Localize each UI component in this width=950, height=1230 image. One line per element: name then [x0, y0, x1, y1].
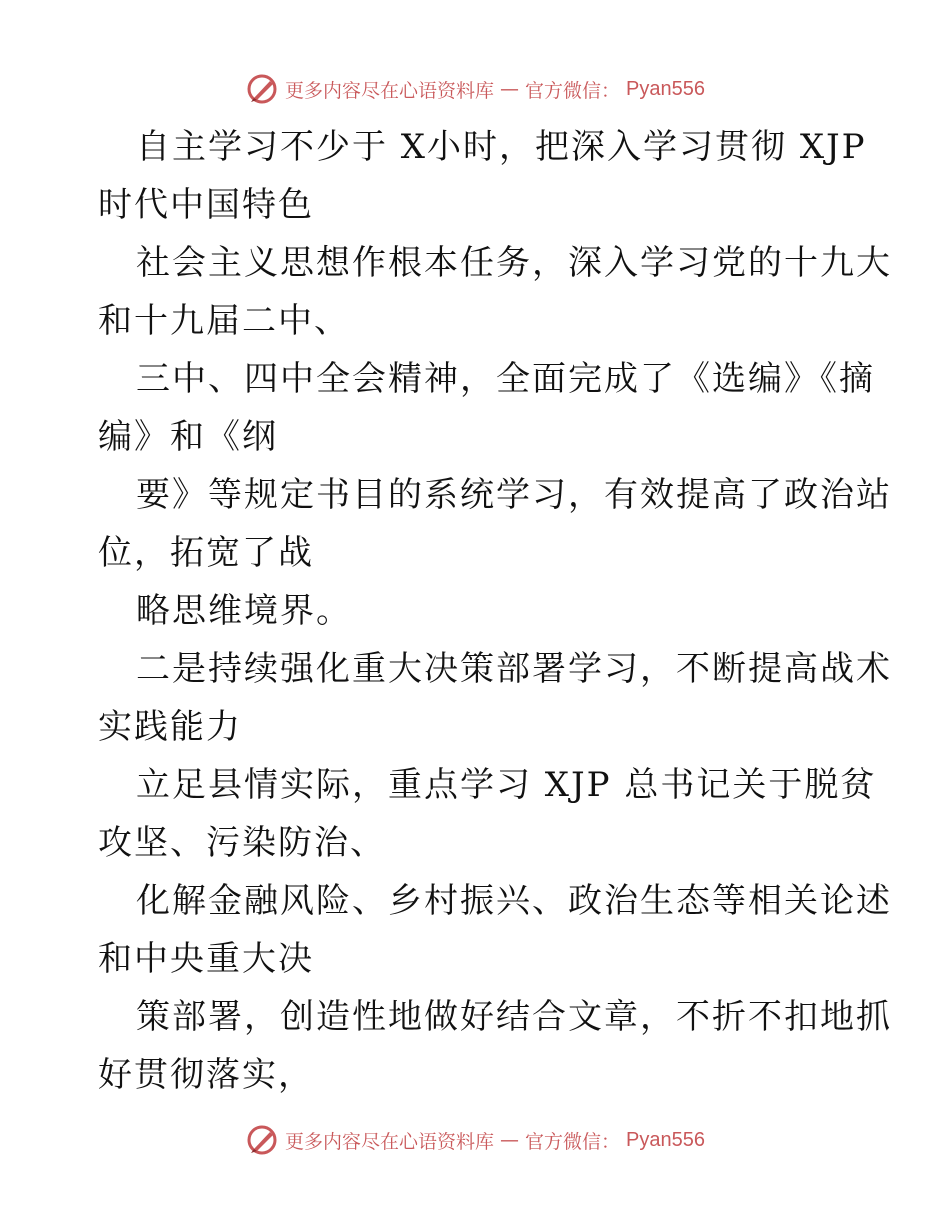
body-line: 和十九届二中、 — [98, 301, 350, 341]
body-line: 攻坚、污染防治、 — [98, 823, 386, 863]
body-line: 编》和《纲 — [98, 417, 278, 457]
body-line: 要》等规定书目的系统学习，有效提高了政治站 — [136, 475, 892, 515]
body-line: 化解金融风险、乡村振兴、政治生态等相关论述 — [136, 881, 892, 921]
banner-wechat-id: Pyan556 — [626, 77, 705, 100]
banner-wechat-label: 官方微信： — [525, 1130, 621, 1153]
pen-logo-icon — [245, 72, 279, 106]
body-line: 略思维境界。 — [136, 591, 352, 631]
banner-dash: — — [500, 78, 520, 100]
banner-brand-text: 更多内容尽在心语资料库 — [285, 1130, 495, 1153]
body-line: 实践能力 — [98, 707, 242, 747]
body-line: 三中、四中全会精神，全面完成了《选编》《摘 — [136, 359, 875, 399]
pen-logo-icon — [245, 1123, 279, 1157]
banner-wechat-id: Pyan556 — [626, 1128, 705, 1151]
body-line: 二是持续强化重大决策部署学习，不断提高战术 — [136, 649, 892, 689]
body-line: 时代中国特色 — [98, 185, 314, 225]
banner-dash: — — [500, 1129, 520, 1151]
body-line: 自主学习不少于 X小时，把深入学习贯彻 XJP — [136, 127, 867, 167]
document-body — [98, 118, 892, 1104]
body-line: 位，拓宽了战 — [98, 533, 314, 573]
banner-brand-text: 更多内容尽在心语资料库 — [285, 79, 495, 102]
body-line: 社会主义思想作根本任务，深入学习党的十九大 — [136, 243, 892, 283]
body-line: 立足县情实际，重点学习 XJP 总书记关于脱贫 — [136, 765, 877, 805]
header-banner — [0, 72, 950, 106]
body-line: 和中央重大决 — [98, 939, 314, 979]
body-line: 策部署，创造性地做好结合文章，不折不扣地抓 — [136, 997, 892, 1037]
banner-wechat-label: 官方微信： — [525, 79, 621, 102]
body-line: 好贯彻落实， — [98, 1055, 314, 1095]
footer-banner — [0, 1123, 950, 1157]
